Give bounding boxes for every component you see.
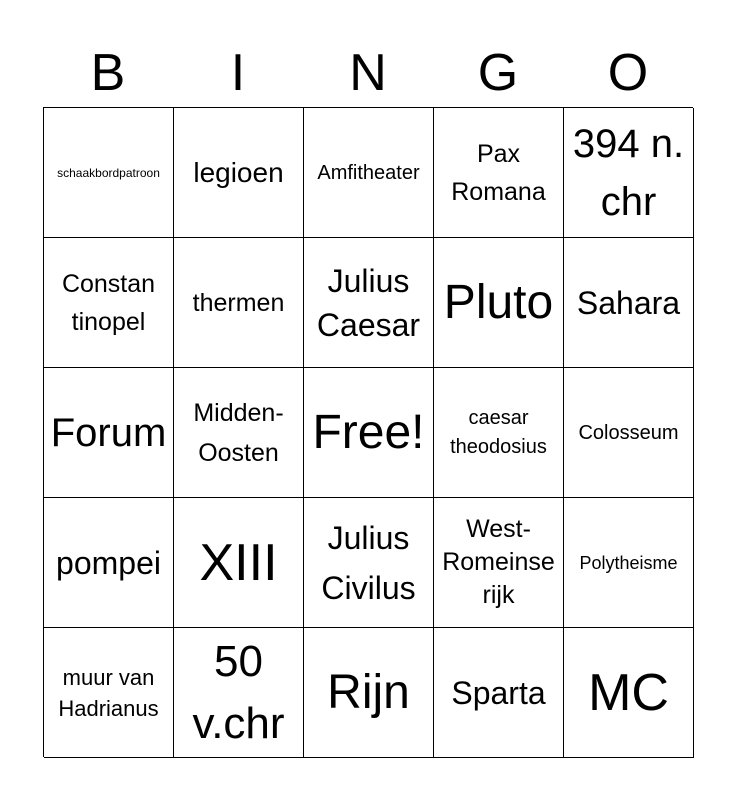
bingo-cell-r2-c3[interactable]	[304, 238, 434, 368]
bingo-cell-r2-c1[interactable]	[44, 238, 174, 368]
header-letter-n: N	[349, 44, 387, 102]
bingo-cell-r1-c4[interactable]	[434, 108, 564, 238]
bingo-cell-r2-c5[interactable]	[564, 238, 694, 368]
bingo-cell-r5-c4[interactable]	[434, 628, 564, 758]
cell-label: caesar theodosius	[450, 406, 547, 458]
cell-label: muur van Hadrianus	[58, 664, 159, 721]
cell-label: Amfitheater	[317, 161, 420, 184]
bingo-cell-r4-c2[interactable]	[174, 498, 304, 628]
bingo-cell-r4-c3[interactable]	[304, 498, 434, 628]
cell-label: Sahara	[576, 284, 681, 321]
header-letter-i: I	[230, 44, 246, 102]
cell-label: thermen	[192, 288, 285, 317]
cell-label: Julius Caesar	[316, 262, 421, 343]
bingo-cell-r2-c4[interactable]	[434, 238, 564, 368]
cell-label: 394 n. chr	[572, 121, 685, 224]
cell-label: Colosseum	[578, 421, 679, 444]
cell-label: Sparta	[451, 674, 546, 711]
bingo-cell-r3-c1[interactable]	[44, 368, 174, 498]
bingo-cell-r3-c2[interactable]	[174, 368, 304, 498]
bingo-card-grid	[43, 107, 693, 757]
bingo-cell-r4-c1[interactable]	[44, 498, 174, 628]
bingo-cell-r4-c5[interactable]	[564, 498, 694, 628]
bingo-cell-r5-c1[interactable]	[44, 628, 174, 758]
cell-label: Julius Civilus	[321, 519, 416, 606]
cell-label: Midden-Oosten	[193, 398, 284, 467]
bingo-cell-r1-c1[interactable]	[44, 108, 174, 238]
header-letter-b: B	[90, 44, 126, 102]
bingo-cell-r1-c2[interactable]	[174, 108, 304, 238]
cell-label: Rijn	[327, 665, 410, 719]
free-space-label: Free!	[312, 405, 425, 459]
cell-label: MC	[588, 663, 669, 722]
bingo-cell-r1-c5[interactable]	[564, 108, 694, 238]
bingo-cell-r3-c4[interactable]	[434, 368, 564, 498]
cell-label: Constan tinopel	[61, 269, 156, 336]
bingo-cell-r5-c3[interactable]	[304, 628, 434, 758]
cell-label: schaakbordpatroon	[57, 165, 160, 180]
header-letter-o: O	[607, 44, 649, 102]
bingo-cell-r2-c2[interactable]	[174, 238, 304, 368]
cell-label: Forum	[50, 410, 167, 455]
free-space-cell[interactable]	[304, 368, 434, 498]
header-letter-g: G	[477, 44, 519, 102]
cell-label: XIII	[199, 533, 278, 592]
bingo-cell-r5-c2[interactable]	[174, 628, 304, 758]
cell-label: 50 v.chr	[192, 636, 285, 748]
cell-label: West-Romeinse rijk	[442, 515, 555, 609]
cell-label: Pluto	[443, 275, 554, 329]
bingo-header	[43, 40, 693, 106]
bingo-cell-r5-c5[interactable]	[564, 628, 694, 758]
cell-label: Polytheisme	[579, 552, 678, 573]
cell-label: pompei	[56, 544, 161, 581]
cell-label: legioen	[193, 156, 284, 188]
bingo-cell-r3-c5[interactable]	[564, 368, 694, 498]
bingo-cell-r4-c4[interactable]	[434, 498, 564, 628]
bingo-cell-r1-c3[interactable]	[304, 108, 434, 238]
cell-label: Pax Romana	[451, 139, 546, 206]
